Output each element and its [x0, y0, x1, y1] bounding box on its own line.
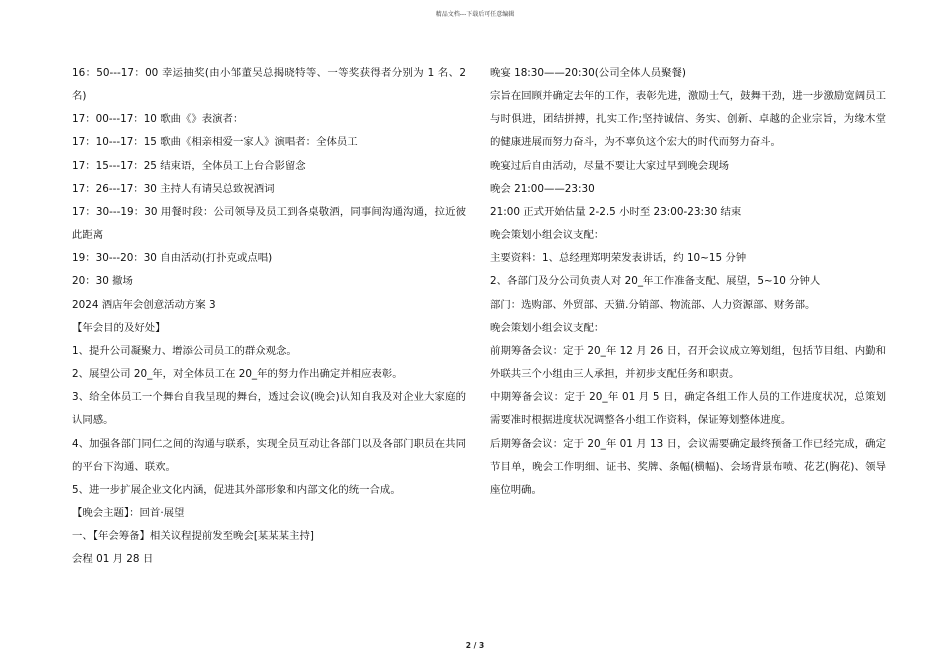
section-heading: 【年会目的及好处】: [72, 321, 166, 334]
paragraph: 17：00---17：10 歌曲《》表演者：: [72, 113, 244, 126]
paragraph: 晚会策划小组会议支配：: [490, 321, 605, 334]
paragraph: 4、加强各部门同仁之间的沟通与联系，实现全员互动让各部门以及各部门职员在共同的平台下沟通、联欢。: [72, 437, 466, 473]
paragraph: 晚宴过后自由活动，尽量不要让大家过早到晚会现场: [490, 159, 729, 172]
paragraph: 2、展望公司 20_年，对全体员工在 20_年的努力作出确定并相应表彰。: [72, 368, 403, 381]
left-column: [72, 62, 466, 571]
paragraph: 17：26---17：30 主持人有请吴总致祝酒词: [72, 182, 275, 195]
paragraph: 17：15---17：25 结束语，全体员工上台合影留念: [72, 159, 306, 172]
paragraph: 1、提升公司凝聚力、增添公司员工的群众观念。: [72, 344, 297, 357]
paragraph: 部门：选购部、外贸部、天猫.分销部、物流部、人力资源部、财务部。: [490, 298, 816, 311]
paragraph: 21:00 正式开始估量 2-2.5 小时至 23:00-23:30 结束: [490, 205, 742, 218]
paragraph: 5、进一步扩展企业文化内涵，促进其外部形象和内部文化的统一合成。: [72, 483, 401, 496]
page-number: 2 / 3: [465, 641, 485, 650]
paragraph: 17：30---19：30 用餐时段：公司领导及员工到各桌敬酒，同事间沟通沟通，拉近彼此距离: [72, 205, 466, 242]
paragraph: 一、【年会筹备】相关议程提前发至晚会[某某某主持]: [72, 530, 314, 543]
paragraph: 后期筹备会议：定于 20_年 01 月 13 日，会议需要确定最终预备工作已经完成，确定节目单，晚会工作明细、证书、奖牌、条幅(横幅)、会场背景布喷、花艺(胸花)、领导座位明确。: [490, 437, 886, 496]
paragraph: 3、给全体员工一个舞台自我呈现的舞台，透过会议(晚会)认知自我及对企业大家庭的认同感。: [72, 391, 466, 427]
paragraph: 主要资料：1、总经理郑明荣发表讲话，约 10~15 分钟: [490, 252, 747, 265]
paragraph: 19：30---20：30 自由活动(打扑克或点唱): [72, 252, 273, 265]
paragraph: 会程 01 月 28 日: [72, 553, 154, 566]
paragraph: 晚宴 18:30——20:30(公司全体人员聚餐): [490, 67, 686, 79]
paragraph: 宗旨在回顾并确定去年的工作，表彰先进，激励士气，鼓舞干劲，进一步激励宽阔员工与时俱进，团结拼搏，扎实工作;坚持诚信、务实、创新、卓越的企业宗旨，为缘木堂的健康进展而努力奋斗，为不辜负这个宏大的时代而努力奋斗。: [490, 90, 886, 149]
paragraph: 晚会策划小组会议支配：: [490, 229, 605, 242]
paragraph: 前期筹备会议：定于 20_年 12 月 26 日，召开会议成立筹划组，包括节目组、内勤和外联共三个小组由三人承担，并初步支配任务和职责。: [490, 344, 886, 381]
paragraph: 2、各部门及分公司负责人对 20_年工作准备支配、展望，5~10 分钟人: [490, 275, 821, 288]
section-title: 2024 酒店年会创意活动方案 3: [72, 298, 216, 311]
section-heading: 【晚会主题】：回首·展望: [72, 506, 185, 519]
paragraph: 晚会 21:00——23:30: [490, 182, 595, 195]
paragraph: 20：30 撤场: [72, 275, 133, 288]
paragraph: 17：10---17：15 歌曲《相亲相爱一家人》演唱者：全体员工: [72, 136, 358, 149]
paragraph: 16：50---17：00 幸运抽奖(由小邹董吴总揭晓特等、一等奖获得者分别为 1 名、2 名): [72, 67, 466, 103]
page-header: 精品文档---下载后可任意编辑: [435, 11, 515, 18]
paragraph: 中期筹备会议：定于 20_年 01 月 5 日，确定各组工作人员的工作进度状况，总策划需要准时根据进度状况调整各小组工作资料，保证筹划整体进度。: [490, 391, 886, 427]
right-column: [490, 62, 886, 502]
